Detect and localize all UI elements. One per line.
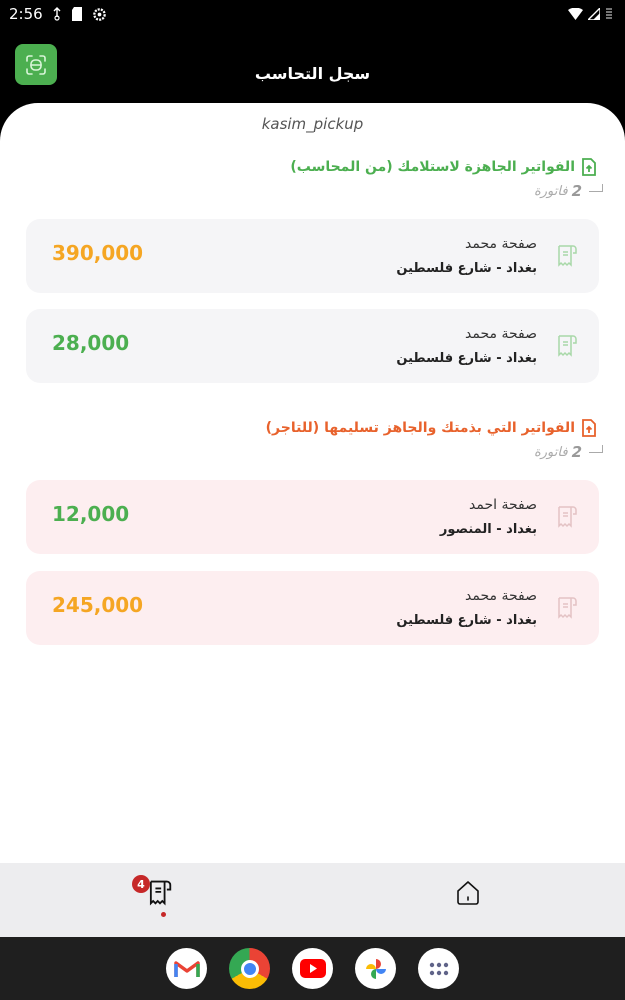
invoice-name: صفحة محمد [465, 236, 537, 252]
count-label: فاتورة [533, 444, 568, 460]
section-invoice-count [534, 443, 603, 461]
section-ready-to-receive-header [290, 158, 597, 176]
bottom-navigation [0, 863, 625, 937]
invoice-address: بغداد - شارع فلسطين [396, 613, 537, 628]
gmail-app[interactable] [166, 948, 207, 989]
invoice-address: بغداد - المنصور [439, 522, 537, 537]
invoice-address: بغداد - شارع فلسطين [396, 261, 537, 276]
usb-debug-icon [52, 7, 62, 21]
invoice-card[interactable] [26, 571, 599, 645]
gmail-icon [174, 959, 200, 979]
username-label: kasim_pickup [261, 115, 364, 133]
notification-badge: 4 [132, 875, 150, 893]
home-icon [452, 877, 484, 909]
page-title: سجل التحاسب [254, 64, 371, 83]
file-upload-icon [581, 419, 597, 437]
invoice-card[interactable] [26, 480, 599, 554]
count-number: 2 [571, 182, 582, 200]
count-label: فاتورة [533, 183, 568, 199]
invoice-name: صفحة احمد [469, 497, 537, 513]
settings-icon [92, 7, 107, 22]
invoice-card[interactable] [26, 219, 599, 293]
invoice-amount: 390,000 [52, 241, 144, 265]
receipt-icon [553, 594, 581, 622]
app-grid-icon [429, 962, 449, 976]
chrome-app[interactable] [229, 948, 270, 989]
nav-invoices-tab[interactable] [137, 877, 184, 917]
invoice-amount: 245,000 [52, 593, 144, 617]
nav-home-tab[interactable] [452, 877, 492, 917]
status-time: 2:56 [9, 5, 43, 23]
corner-line-icon [589, 445, 603, 453]
android-dock [0, 937, 625, 1000]
receipt-icon [553, 332, 581, 360]
active-indicator-dot [161, 912, 166, 917]
main-content [0, 103, 625, 863]
invoice-name: صفحة محمد [465, 588, 537, 604]
wifi-icon [568, 8, 583, 20]
chrome-icon [241, 960, 259, 978]
photos-icon [363, 956, 389, 982]
section-title: الفواتير الجاهزة لاستلامك (من المحاسب) [290, 159, 575, 175]
invoice-amount: 12,000 [52, 502, 130, 526]
section-to-deliver-header [266, 419, 597, 437]
status-bar [0, 0, 625, 28]
youtube-icon [300, 959, 326, 978]
section-invoice-count [534, 182, 603, 200]
invoice-name: صفحة محمد [465, 326, 537, 342]
sd-card-icon [71, 7, 83, 21]
invoice-card[interactable] [26, 309, 599, 383]
signal-icon [588, 8, 600, 20]
battery-icon [605, 7, 613, 21]
file-upload-icon [581, 158, 597, 176]
app-drawer[interactable] [418, 948, 459, 989]
photos-app[interactable] [355, 948, 396, 989]
receipt-icon [553, 242, 581, 270]
invoice-amount: 28,000 [52, 331, 130, 355]
invoice-address: بغداد - شارع فلسطين [396, 351, 537, 366]
app-bar [0, 28, 625, 103]
count-number: 2 [571, 443, 582, 461]
receipt-icon [553, 503, 581, 531]
corner-line-icon [589, 184, 603, 192]
youtube-app[interactable] [292, 948, 333, 989]
section-title: الفواتير التي بذمتك والجاهز تسليمها (للتاجر) [265, 420, 575, 436]
